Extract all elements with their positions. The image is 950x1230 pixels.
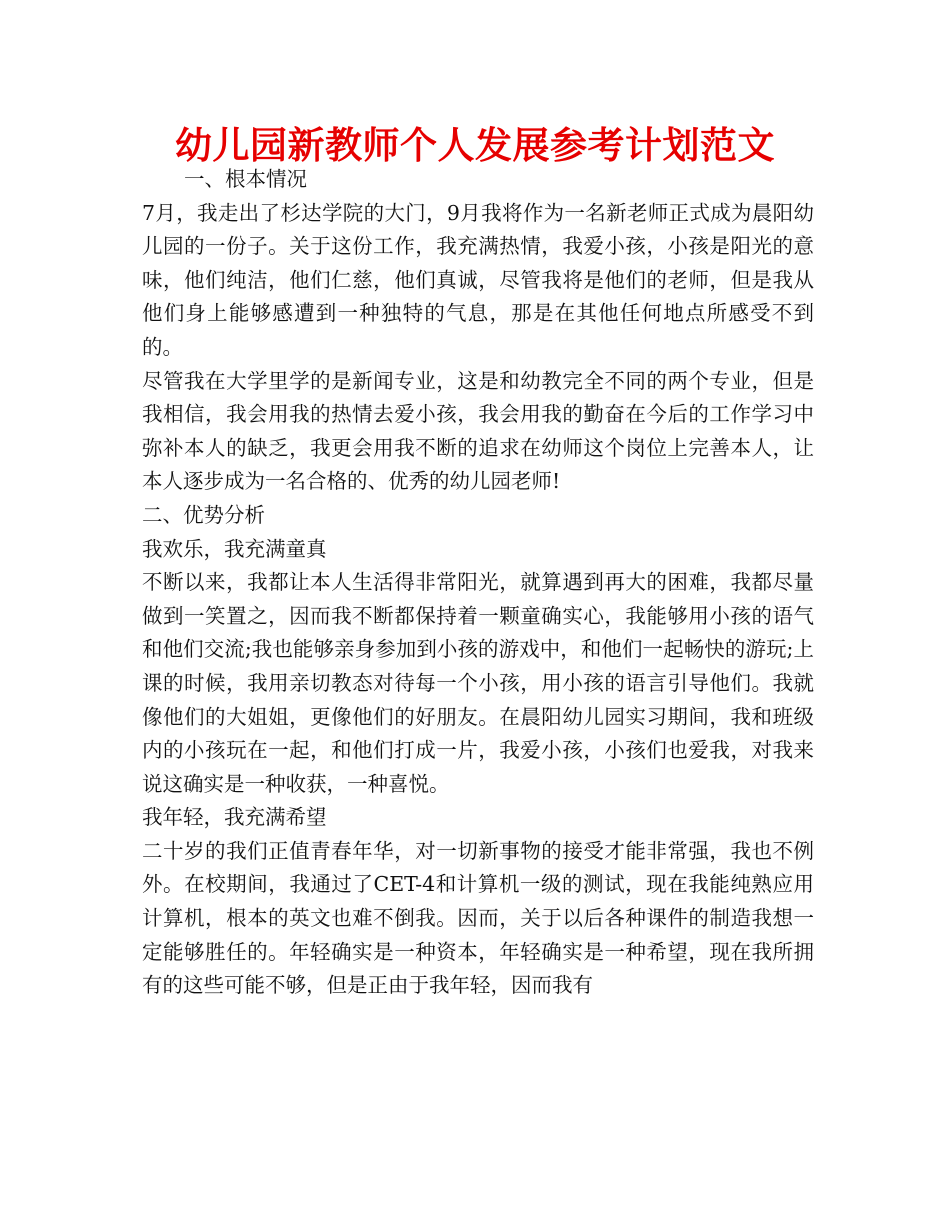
- body-paragraph: 二十岁的我们正值青春年华，对一切新事物的接受才能非常强，我也不例外。在校期间，我通过了CET-4和计算机一级的测试，现在我能纯熟应用计算机，根本的英文也难不倒我。因而，关于以后各种课件的制造我想一定能够胜任的。年轻确实是一种资本，年轻确实是一种希望，现在我所拥有的这些可能不够，但是正由于我年轻，因而我有: [142, 838, 814, 998]
- document-title: 幼儿园新教师个人发展参考计划范文: [175, 124, 775, 167]
- subheading: 我欢乐，我充满童真: [142, 536, 327, 561]
- body-paragraph: 7月，我走出了杉达学院的大门，9月我将作为一名新老师正式成为晨阳幼儿园的一份子。关于这份工作，我充满热情，我爱小孩，小孩是阳光的意味，他们纯洁，他们仁慈，他们真诚，尽管我将是他们的老师，但是我从他们身上能够感遭到一种独特的气息，那是在其他任何地点所感受不到的。: [142, 200, 814, 359]
- body-paragraph: 不断以来，我都让本人生活得非常阳光，就算遇到再大的困难，我都尽量做到一笑置之，因而我不断都保持着一颗童确实心，我能够用小孩的语气和他们交流;我也能够亲身参加到小孩的游戏中，和他们一起畅快的游玩;上课的时候，我用亲切教态对待每一个小孩，用小孩的语言引导他们。我就像他们的大姐姐，更像他们的好朋友。在晨阳幼儿园实习期间，我和班级内的小孩玩在一起，和他们打成一片，我爱小孩，小孩们也爱我，对我来说这确实是一种收获，一种喜悦。: [142, 570, 814, 796]
- section-heading-basic: 一、根本情况: [184, 167, 307, 191]
- subheading: 我年轻，我充满希望: [142, 805, 327, 830]
- body-paragraph: 尽管我在大学里学的是新闻专业，这是和幼教完全不同的两个专业，但是我相信，我会用我的热情去爱小孩，我会用我的勤奋在今后的工作学习中弥补本人的缺乏，我更会用我不断的追求在幼师这个岗位上完善本人，让本人逐步成为一名合格的、优秀的幼儿园老师!: [142, 368, 814, 494]
- document-body: [142, 163, 814, 1003]
- section-heading-strengths: 二、优势分析: [142, 502, 265, 527]
